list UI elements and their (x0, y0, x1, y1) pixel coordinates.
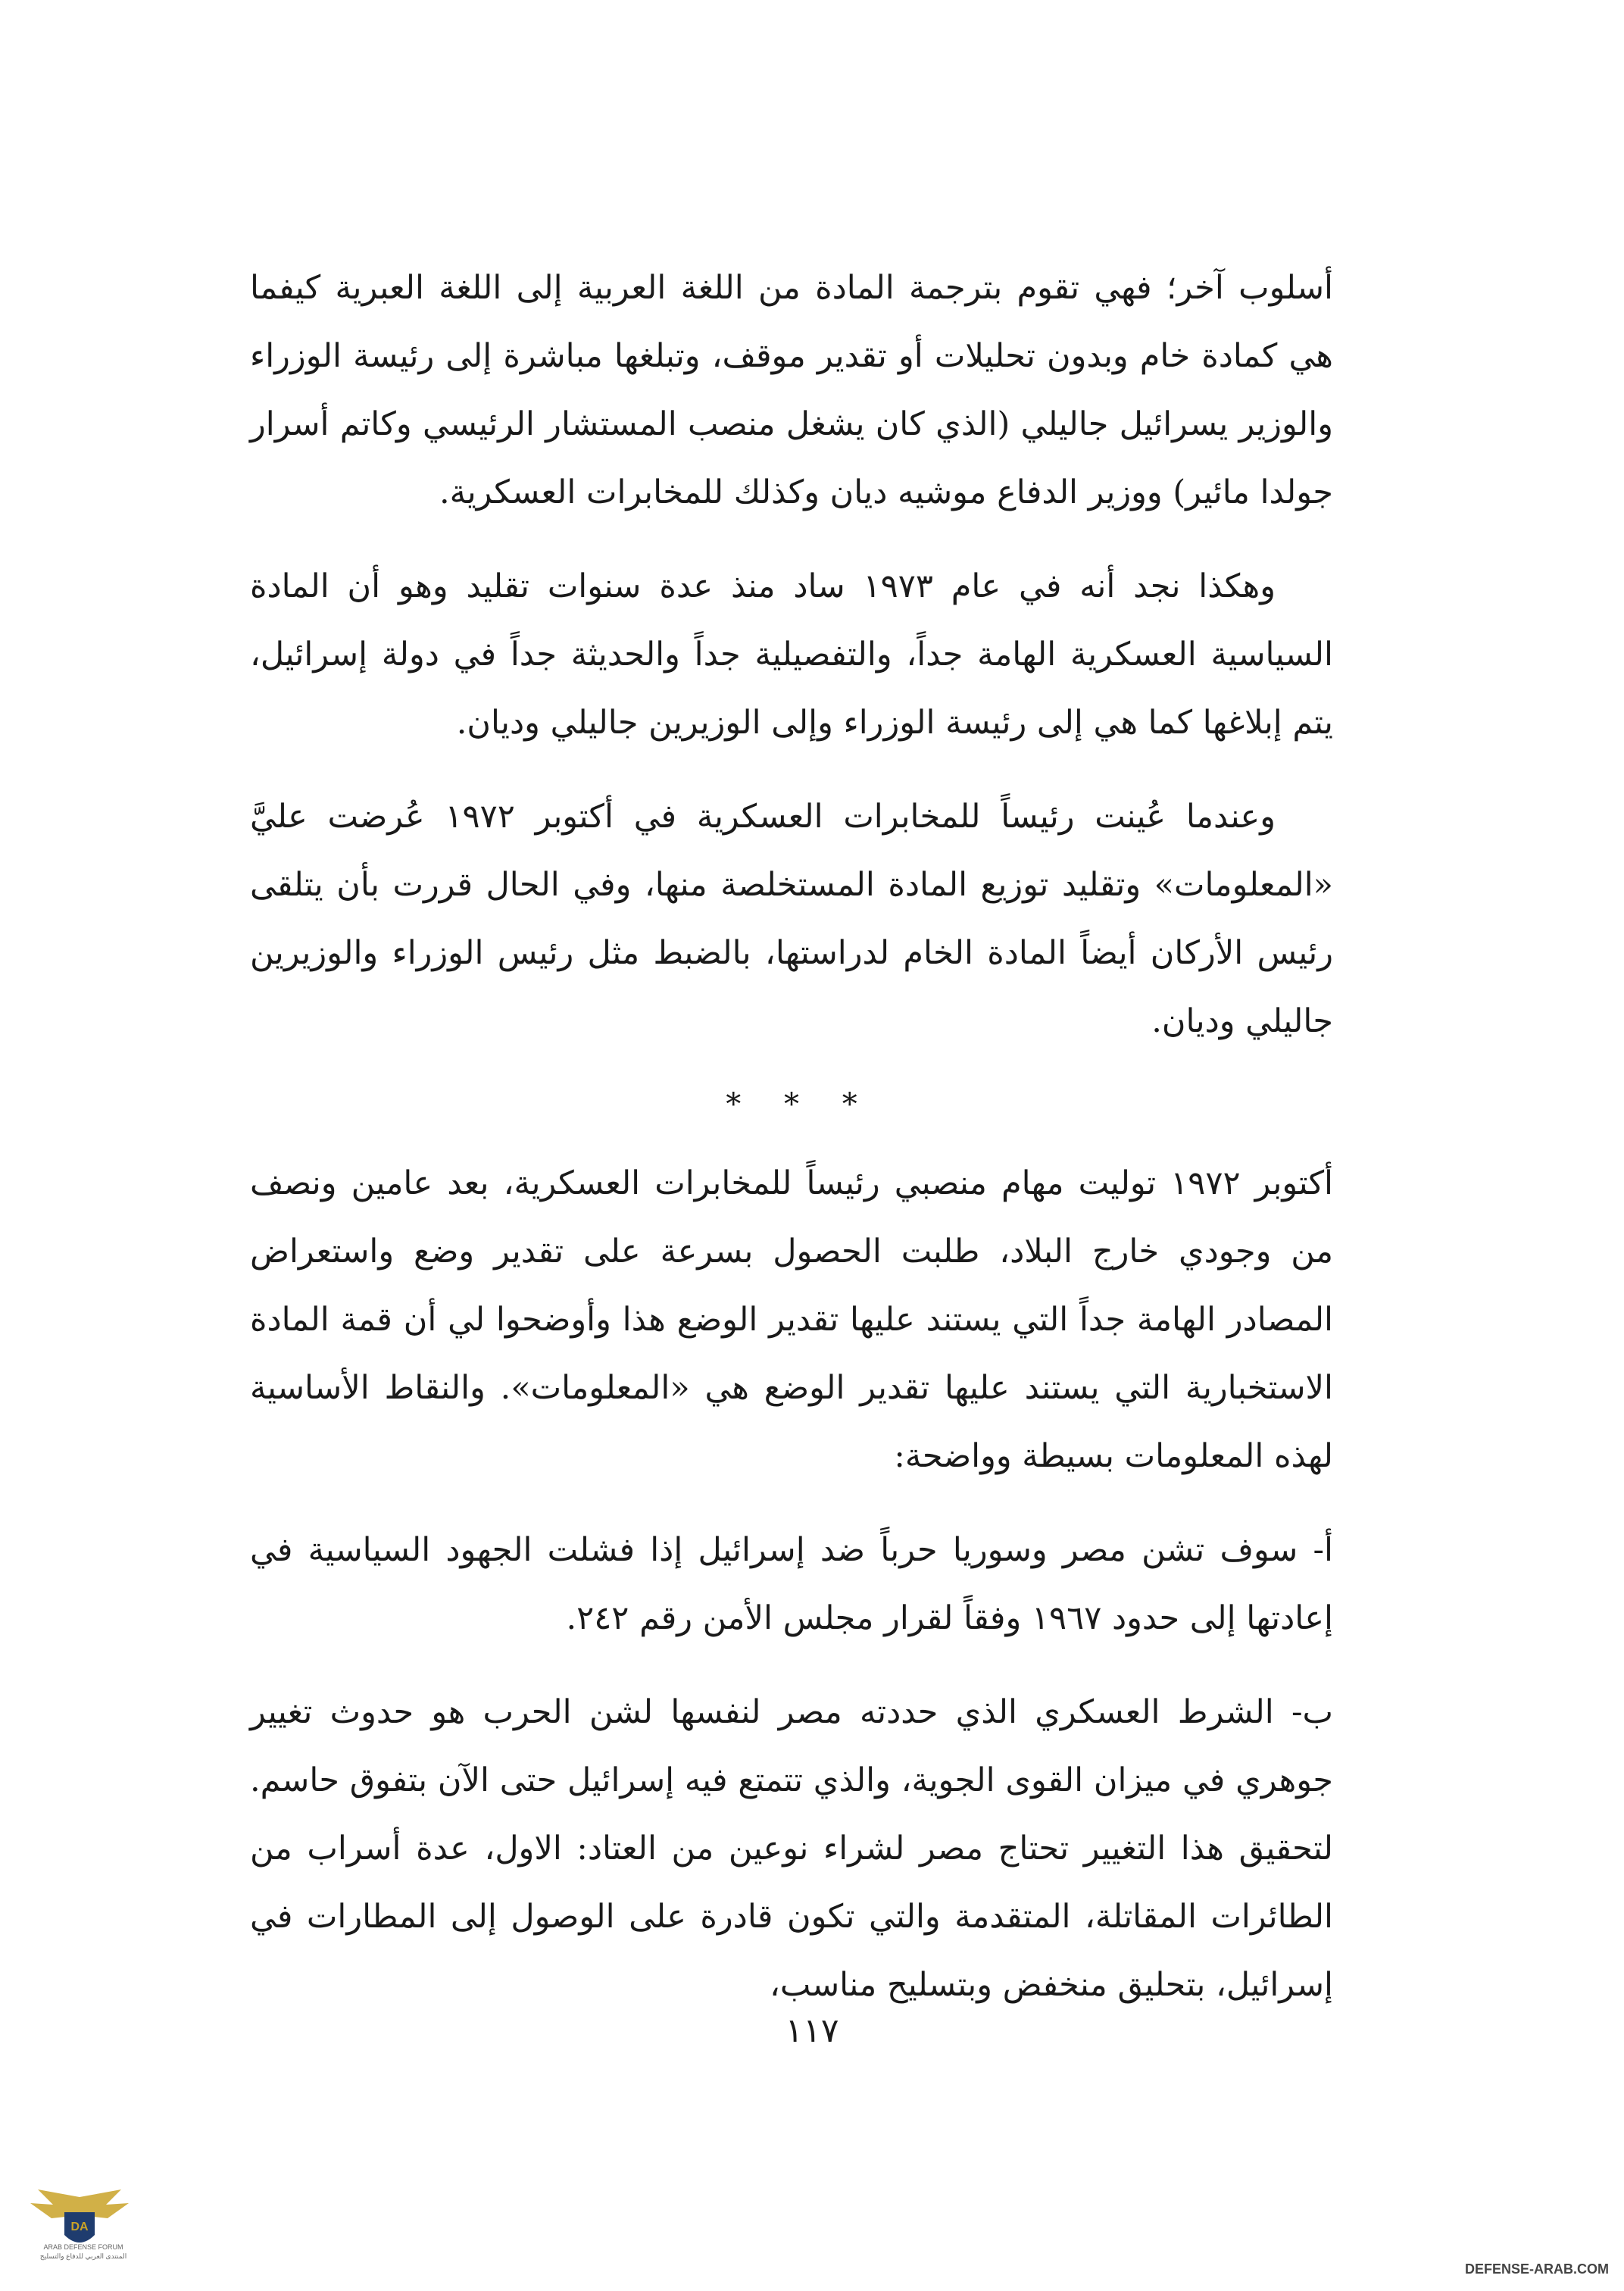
separator-star: * (726, 1087, 742, 1122)
logo-caption-line2: المنتدى العربي للدفاع والتسليح (39, 2252, 127, 2260)
separator-star: * (842, 1087, 857, 1122)
body-text (250, 254, 1333, 2019)
site-watermark: DEFENSE-ARAB.COM (1464, 2261, 1609, 2277)
separator-star: * (784, 1087, 799, 1122)
page-number: ١١٧ (785, 2011, 839, 2050)
forum-logo-icon (23, 2182, 136, 2280)
paragraph-4: أكتوبر ١٩٧٢ توليت مهام منصبي رئيساً للمخابرات العسكرية، بعد عامين ونصف من وجودي خارج البلاد، طلبت الحصول بسرعة على تقدير وضع واستعراض المصادر الهامة جداً التي يستند عليها تقدير الوضع هذا وأوضحوا لي أن قمة المادة الاستخبارية التي يستند عليها تقدير الوضع هي «المعلومات». والنقاط الأساسية لهذه المعلومات بسيطة وواضحة: (250, 1164, 1333, 1475)
logo-caption-line1: ARAB DEFENSE FORUM (43, 2243, 123, 2251)
paragraph-point-a: أ- سوف تشن مصر وسوريا حرباً ضد إسرائيل إذا فشلت الجهود السياسية في إعادتها إلى حدود ١٩٦٧ وفقاً لقرار مجلس الأمن رقم ٢٤٢. (250, 1531, 1333, 1637)
section-separator (250, 1070, 1333, 1139)
paragraph-2: وهكذا نجد أنه في عام ١٩٧٣ ساد منذ عدة سنوات تقليد وهو أن المادة السياسية العسكرية الهامة جداً، والتفصيلية جداً والحديثة جداً في دولة إسرائيل، يتم إبلاغها كما هي إلى رئيسة الوزراء وإلى الوزيرين جاليلي وديان. (250, 567, 1333, 742)
paragraph-point-b: ب- الشرط العسكري الذي حددته مصر لنفسها لشن الحرب هو حدوث تغيير جوهري في ميزان القوى الجوية، والذي تتمتع فيه إسرائيل حتى الآن بتفوق حاسم. لتحقيق هذا التغيير تحتاج مصر لشراء نوعين من العتاد: الاول، عدة أسراب من الطائرات المقاتلة، المتقدمة والتي تكون قادرة على الوصول إلى المطارات في إسرائيل، بتحليق منخفض وبتسليح مناسب، (250, 1693, 1333, 2004)
paragraph-1: أسلوب آخر؛ فهي تقوم بترجمة المادة من اللغة العربية إلى اللغة العبرية كيفما هي كمادة خام وبدون تحليلات أو تقدير موقف، وتبلغها مباشرة إلى رئيسة الوزراء والوزير يسرائيل جاليلي (الذي كان يشغل منصب المستشار الرئيسي وكاتم أسرار جولدا مائير) ووزير الدفاع موشيه ديان وكذلك للمخابرات العسكرية. (250, 269, 1333, 511)
logo-letters: DA (70, 2221, 89, 2233)
paragraph-3: وعندما عُينت رئيساً للمخابرات العسكرية في أكتوبر ١٩٧٢ عُرضت عليَّ «المعلومات» وتقليد توزيع المادة المستخلصة منها، وفي الحال قررت بأن يتلقى رئيس الأركان أيضاً المادة الخام لدراستها، بالضبط مثل رئيس الوزراء والوزيرين جاليلي وديان. (250, 798, 1333, 1040)
forum-logo-caption (23, 2243, 144, 2261)
